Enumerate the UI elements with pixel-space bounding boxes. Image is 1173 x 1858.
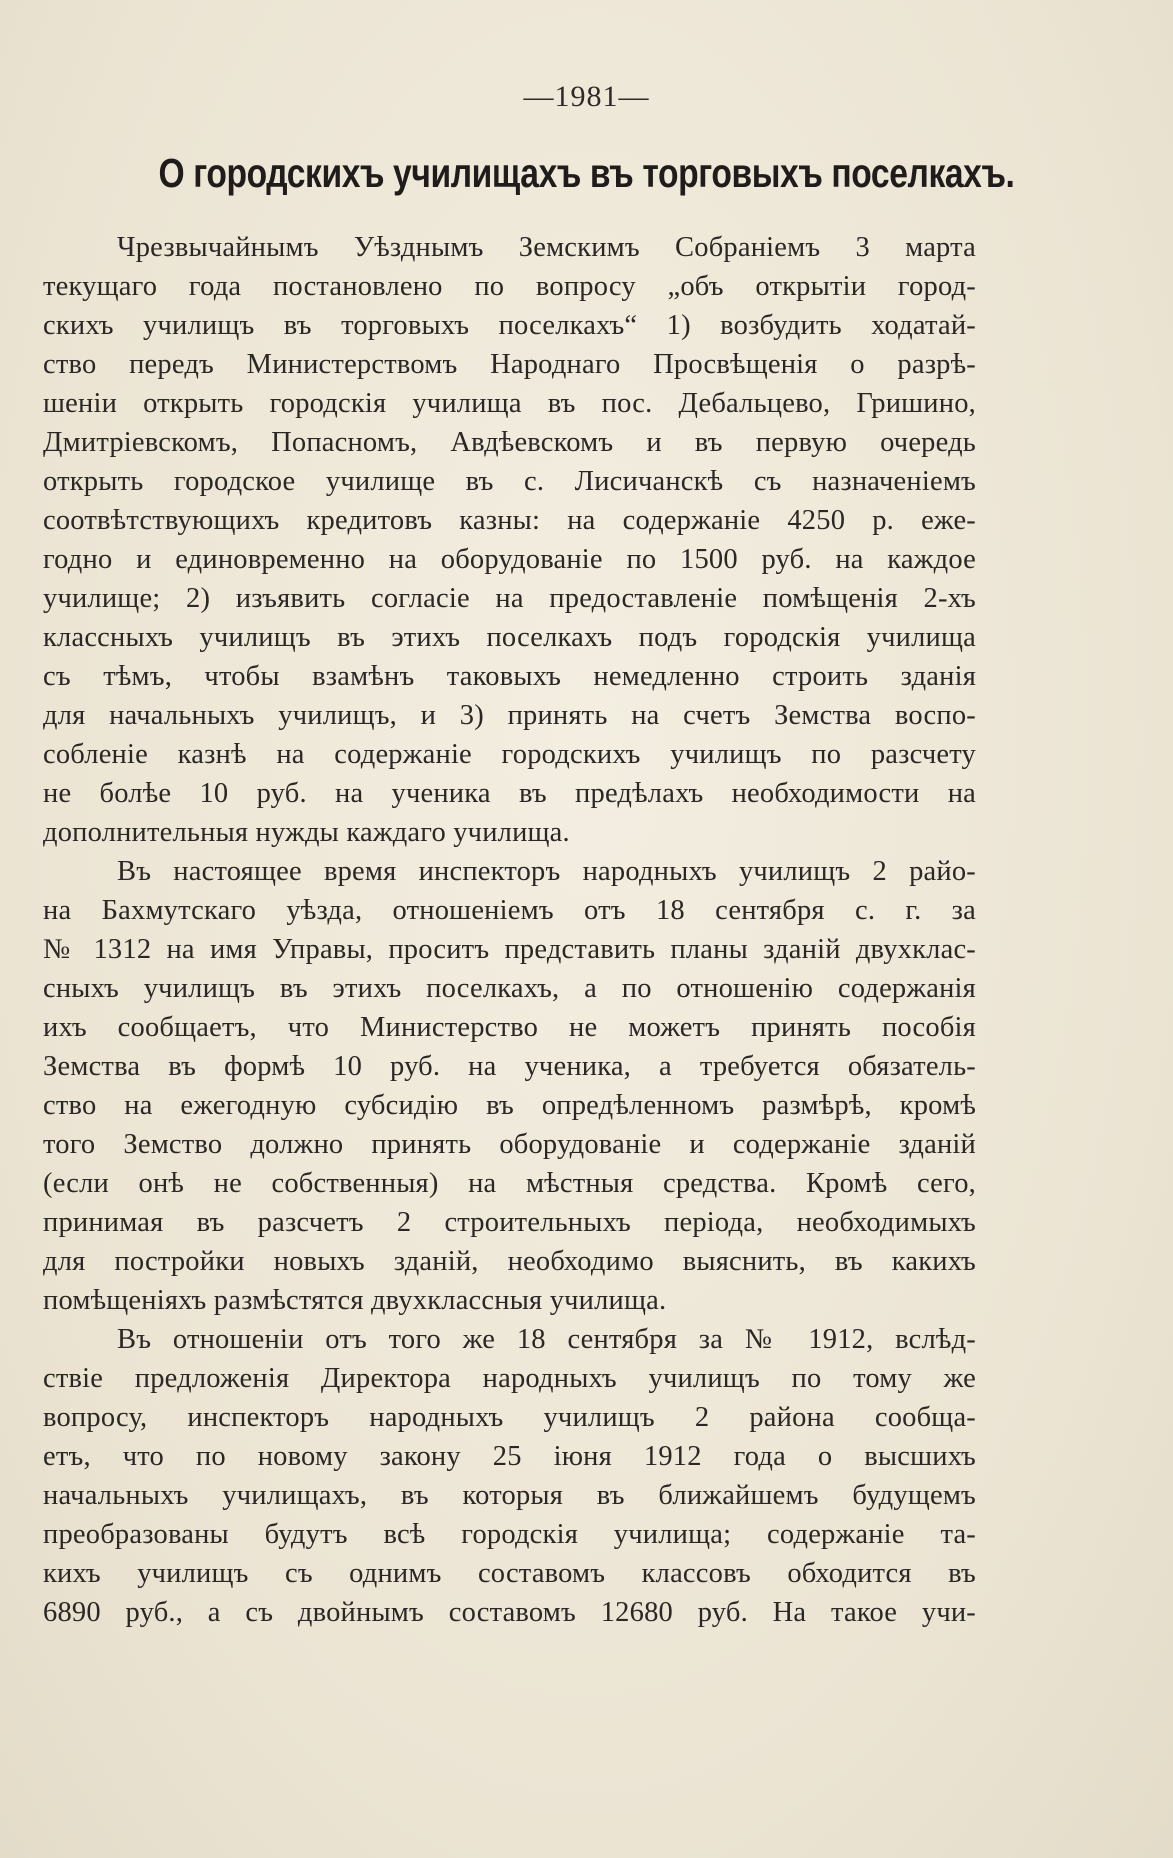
text-line: начальныхъ училищахъ, въ которыя въ ближайшемъ будущемъ: [43, 1480, 976, 1511]
text-line: Чрезвычайнымъ Уѣзднымъ Земскимъ Собраніемъ 3 марта: [117, 232, 976, 263]
text-line: на Бахмутскаго уѣзда, отношеніемъ отъ 18 сентября с. г. за: [43, 895, 976, 926]
paragraph: [43, 228, 976, 852]
text-line: вопросу, инспекторъ народныхъ училищъ 2 района сообща-: [43, 1402, 976, 1433]
text-line: для начальныхъ училищъ, и 3) принять на счетъ Земства воспо-: [43, 700, 976, 731]
text-line: годно и единовременно на оборудованіе по 1500 руб. на каждое: [43, 544, 976, 575]
text-line: Дмитріевскомъ, Попасномъ, Авдѣевскомъ и въ первую очередь: [43, 427, 976, 458]
text-line: съ тѣмъ, чтобы взамѣнъ таковыхъ немедленно строить зданія: [43, 661, 976, 692]
text-line: ство передъ Министерствомъ Народнаго Просвѣщенія о разрѣ-: [43, 349, 976, 380]
text-line: классныхъ училищъ въ этихъ поселкахъ подъ городскія училища: [43, 622, 976, 653]
page-number: —1981—: [523, 80, 650, 113]
text-line: шеніи открыть городскія училища въ пос. Дебальцево, Гришино,: [43, 388, 976, 419]
text-line: сныхъ училищъ въ этихъ поселкахъ, а по отношенію содержанія: [43, 973, 976, 1004]
text-line: ствіе предложенія Директора народныхъ училищъ по тому же: [43, 1363, 976, 1394]
paragraph: [43, 1320, 976, 1632]
text-line: помѣщеніяхъ размѣстятся двухклассныя училища.: [43, 1285, 667, 1316]
text-line: принимая въ разсчетъ 2 строительныхъ періода, необходимыхъ: [43, 1207, 976, 1238]
text-line: Въ настоящее время инспекторъ народныхъ училищъ 2 райо-: [117, 856, 976, 887]
text-line: № 1312 на имя Управы, проситъ представить планы зданій двухклас-: [43, 934, 976, 965]
text-line: (если онѣ не собственныя) на мѣстныя средства. Кромѣ сего,: [43, 1168, 976, 1199]
text-line: 6890 руб., а съ двойнымъ составомъ 12680 руб. На такое учи-: [43, 1597, 976, 1628]
text-line: собленіе казнѣ на содержаніе городскихъ училищъ по разсчету: [43, 739, 976, 770]
text-line: Земства въ формѣ 10 руб. на ученика, а требуется обязатель-: [43, 1051, 976, 1082]
text-line: соотвѣтствующихъ кредитовъ казны: на содержаніе 4250 р. еже-: [43, 505, 976, 536]
text-line: текущаго года постановлено по вопросу „объ открытіи город-: [43, 271, 976, 302]
text-line: того Земство должно принять оборудованіе и содержаніе зданій: [43, 1129, 976, 1160]
text-line: ство на ежегодную субсидію въ опредѣленномъ размѣрѣ, кромѣ: [43, 1090, 976, 1121]
text-line: открыть городское училище въ с. Лисичанскѣ съ назначеніемъ: [43, 466, 976, 497]
article-title: О городскихъ училищахъ въ торговыхъ поселкахъ.: [158, 150, 1015, 196]
text-line: скихъ училищъ въ торговыхъ поселкахъ“ 1) возбудить ходатай-: [43, 310, 976, 341]
text-line: Въ отношеніи отъ того же 18 сентября за № 1912, вслѣд-: [117, 1324, 976, 1355]
text-line: не болѣе 10 руб. на ученика въ предѣлахъ необходимости на: [43, 778, 976, 809]
text-line: для постройки новыхъ зданій, необходимо выяснить, въ какихъ: [43, 1246, 976, 1277]
text-line: етъ, что по новому закону 25 іюня 1912 года о высшихъ: [43, 1441, 976, 1472]
text-line: преобразованы будутъ всѣ городскія училища; содержаніе та-: [43, 1519, 976, 1550]
text-line: дополнительныя нужды каждаго училища.: [43, 817, 570, 848]
article-body: [43, 228, 976, 1632]
paragraph: [43, 852, 976, 1320]
text-line: ихъ сообщаетъ, что Министерство не можетъ принять пособія: [43, 1012, 976, 1043]
text-line: училище; 2) изъявить согласіе на предоставленіе помѣщенія 2-хъ: [43, 583, 976, 614]
text-line: кихъ училищъ съ однимъ составомъ классовъ обходится въ: [43, 1558, 976, 1589]
